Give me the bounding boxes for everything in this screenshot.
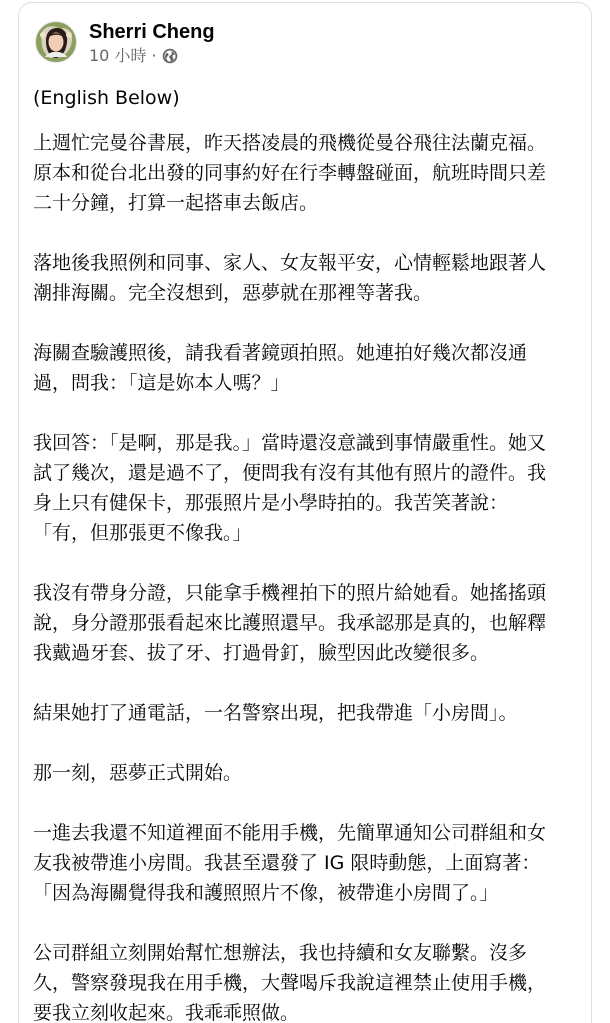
post-paragraph: 上週忙完曼谷書展，昨天搭凌晨的飛機從曼谷飛往法蘭克福。原本和從台北出發的同事約好在行李轉盤碰面，航班時間只差二十分鐘，打算一起搭車去飯店。 (33, 132, 547, 214)
post-message (33, 83, 553, 1023)
post-paragraph-english-note: (English Below) (33, 87, 180, 109)
post-meta (89, 20, 215, 65)
post-paragraph: 那一刻，惡夢正式開始。 (33, 762, 243, 784)
post-time[interactable]: 10 小時 (89, 45, 147, 65)
post-paragraph: 結果她打了通電話，一名警察出現，把我帶進「小房間」。 (33, 702, 518, 724)
post-timestamp-row (89, 47, 215, 65)
meta-separator: · (151, 45, 157, 65)
author-name[interactable]: Sherri Cheng (89, 20, 215, 43)
facebook-post-card (18, 2, 592, 1023)
post-paragraph: 公司群組立刻開始幫忙想辦法，我也持續和女友聯繫。沒多久，警察發現我在用手機，大聲喝斥我說這裡禁止使用手機，要我立刻收起來。我乖乖照做。 (33, 942, 547, 1023)
post-paragraph: 一進去我還不知道裡面不能用手機，先簡單通知公司群組和女友我被帶進小房間。我甚至還發了 IG 限時動態，上面寫著：「因為海關覺得我和護照照片不像，被帶進小房間了。」 (33, 822, 547, 904)
post-paragraph: 海關查驗護照後，請我看著鏡頭拍照。她連拍好幾次都沒通過，問我：「這是妳本人嗎？」 (33, 342, 528, 394)
author-avatar[interactable] (35, 21, 77, 63)
post-paragraph: 落地後我照例和同事、家人、女友報平安，心情輕鬆地跟著人潮排海關。完全沒想到，惡夢就在那裡等著我。 (33, 252, 547, 304)
post-paragraph: 我回答：「是啊，那是我。」當時還沒意識到事情嚴重性。她又試了幾次，還是過不了，便問我有沒有其他有照片的證件。我身上只有健保卡，那張照片是小學時拍的。我苦笑著說：「有，但那張更不像我。」 (33, 432, 547, 544)
avatar-portrait-icon (36, 22, 76, 62)
post-header (35, 20, 215, 64)
globe-icon[interactable] (162, 48, 178, 64)
post-paragraph: 我沒有帶身分證，只能拿手機裡拍下的照片給她看。她搖搖頭說，身分證那張看起來比護照還早。我承認那是真的，也解釋我戴過牙套、拔了牙、打過骨釘，臉型因此改變很多。 (33, 582, 547, 664)
globe-icon-svg (162, 48, 178, 64)
